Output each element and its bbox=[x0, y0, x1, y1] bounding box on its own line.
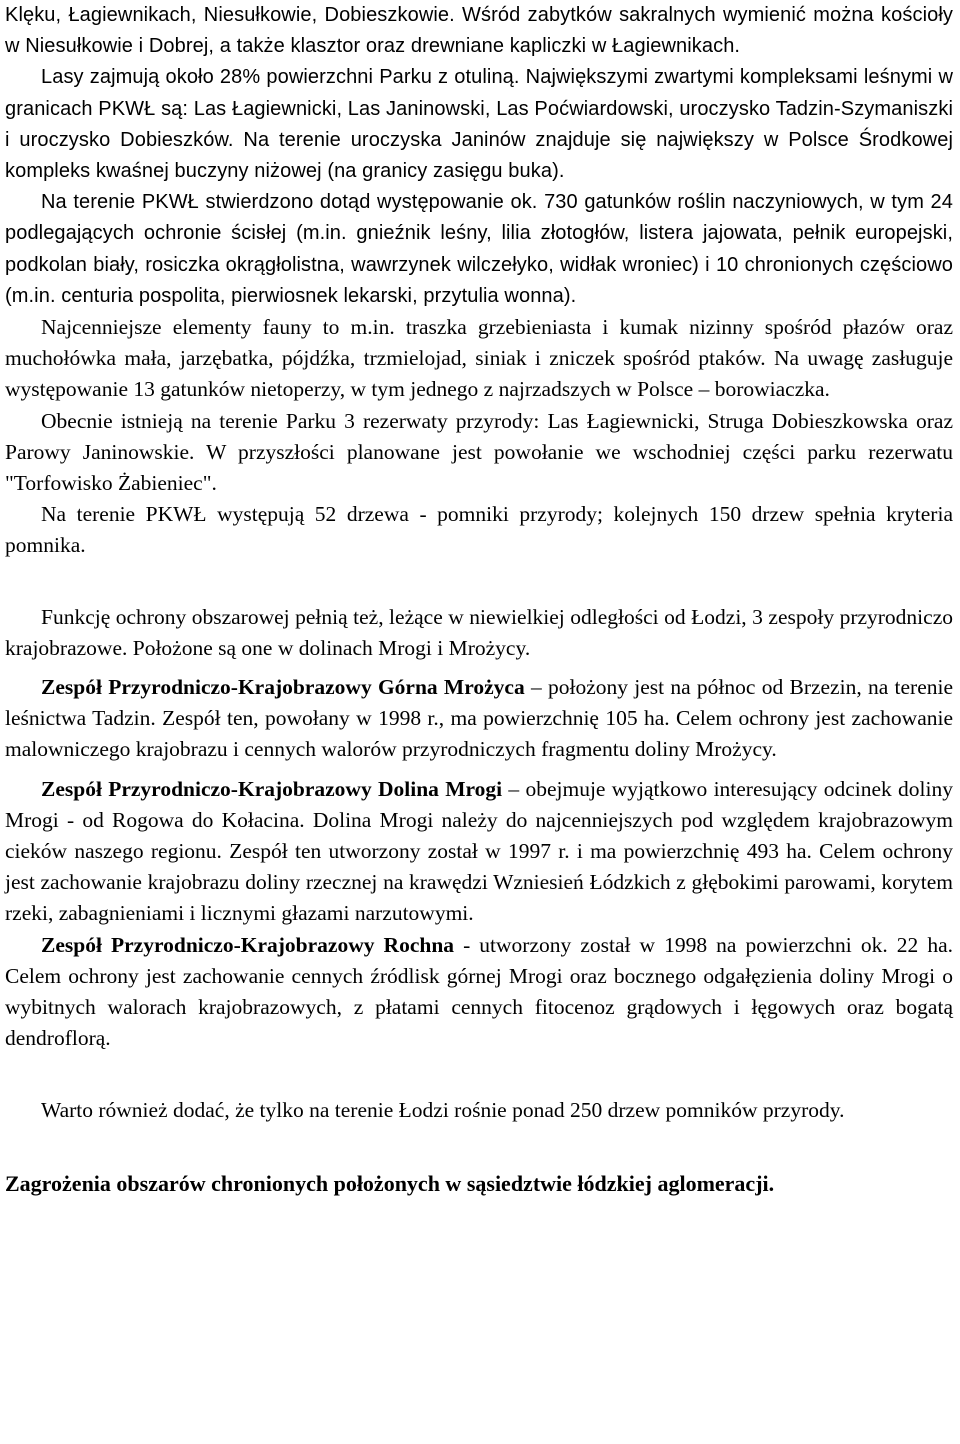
spacer bbox=[5, 1055, 953, 1095]
paragraph-forests: Lasy zajmują około 28% powierzchni Parku z otuliną. Największymi zwartymi kompleksami leśnymi w granicach PKWŁ są: Las Łagiewnicki, Las Janinowski, Las Poćwiardowski, uroczysko Tadzin-Szymaniszki i uroczysko Dobieszków. Na terenie uroczyska Janinów znajduje się największy w Polsce Środkowej kompleks kwaśnej buczyny niżowej (na granicy zasięgu buka). bbox=[5, 66, 953, 183]
spacer bbox=[5, 1126, 953, 1166]
complex-description-gorna-mrozyca: – położony jest na północ od Brzezin, na terenie leśnictwa Tadzin. Zespół ten, powołany w 1998 r., ma powierzchnię 105 ha. Celem ochrony jest zachowanie malowniczego krajobrazu i cennych walorów przyrodniczych fragmentu doliny Mrożycy. bbox=[5, 675, 953, 762]
complex-description-dolina-mrogi: – obejmuje wyjątkowo interesujący odcinek doliny Mrogi - od Rogowa do Kołacina. Dolina Mrogi należy do najcenniejszych pod względem krajobrazowym cieków naszego regionu. Zespół ten utworzony został w 1997 r. i ma powierzchnię 493 ha. Celem ochrony jest zachowanie krajobrazu doliny rzecznej na krawędzi Wzniesień Łódzkich z głębokimi parowami, korytem rzeki, zabagnieniami i licznymi głazami narzutowymi. bbox=[5, 776, 953, 926]
paragraph-lodz-trees: Warto również dodać, że tylko na terenie Łodzi rośnie ponad 250 drzew pomników przyrody. bbox=[41, 1097, 845, 1122]
complex-description-rochna: - utworzony został w 1998 na powierzchni ok. 22 ha. Celem ochrony jest zachowanie cennych źródlisk górnej Mrogi oraz bocznego odgałęzienia doliny Mrogi o wybitnych walorach krajobrazowych, z płatami cennych fitocenoz grądowych i łęgowych oraz bogatą dendroflorą. bbox=[5, 932, 953, 1051]
paragraph-nature-monuments: Na terenie PKWŁ występują 52 drzewa - pomniki przyrody; kolejnych 150 drzew spełnia kryteria pomnika. bbox=[5, 502, 953, 558]
spacer bbox=[5, 766, 953, 774]
complex-name-dolina-mrogi: Zespół Przyrodniczo-Krajobrazowy Dolina Mrogi bbox=[41, 776, 503, 801]
paragraph-reserves: Obecnie istnieją na terenie Parku 3 rezerwaty przyrody: Las Łagiewnicki, Struga Dobieszkowska oraz Parowy Janinowskie. W przyszłości planowane jest powołanie we wschodniej części parku rezerwatu "Torfowisko Żabieniec". bbox=[5, 408, 953, 496]
paragraph-fauna: Najcenniejsze elementy fauny to m.in. traszka grzebieniasta i kumak nizinny spośród płazów oraz muchołówka mała, jarzębatka, pójdźka, trzmielojad, siniak i zniczek spośród ptaków. Na uwagę zasługuje występowanie 13 gatunków nietoperzy, w tym jednego z najrzadszych w Polsce – borowiaczka. bbox=[5, 315, 953, 402]
paragraph-flora: Na terenie PKWŁ stwierdzono dotąd występowanie ok. 730 gatunków roślin naczyniowych, w tym 24 podlegających ochronie ścisłej (m.in. gnieźnik leśny, lilia złotogłów, listera jajowata, pełnik europejski, podkolan biały, rosiczka okrągłolistna, wawrzynek wilczełyko, widłak wroniec) i 10 chronionych częściowo (m.in. centuria pospolita, pierwiosnek lekarski, przytulia wonna). bbox=[5, 191, 953, 307]
section-heading-threats: Zagrożenia obszarów chronionych położonych w sąsiedztwie łódzkiej aglomeracji. bbox=[5, 1170, 775, 1196]
paragraph-rochna bbox=[5, 930, 953, 1055]
paragraph-dolina-mrogi bbox=[5, 774, 953, 930]
spacer bbox=[5, 664, 953, 672]
complex-name-rochna: Zespół Przyrodniczo-Krajobrazowy Rochna bbox=[41, 932, 455, 957]
paragraph-gorna-mrozyca bbox=[5, 672, 953, 766]
complex-name-gorna-mrozyca: Zespół Przyrodniczo-Krajobrazowy Górna Mrożyca bbox=[41, 675, 525, 700]
spacer bbox=[5, 562, 953, 602]
paragraph-landscape-complexes: Funkcję ochrony obszarowej pełnią też, leżące w niewielkiej odległości od Łodzi, 3 zespoły przyrodniczo krajobrazowe. Położone są one w dolinach Mrogi i Mrożycy. bbox=[5, 604, 953, 660]
document-page bbox=[5, 0, 953, 1202]
paragraph-villages: Klęku, Łagiewnikach, Niesułkowie, Dobieszkowie. Wśród zabytków sakralnych wymienić można kościoły w Niesułkowie i Dobrej, a także klasztor oraz drewniane kapliczki w Łagiewnikach. bbox=[5, 4, 953, 58]
